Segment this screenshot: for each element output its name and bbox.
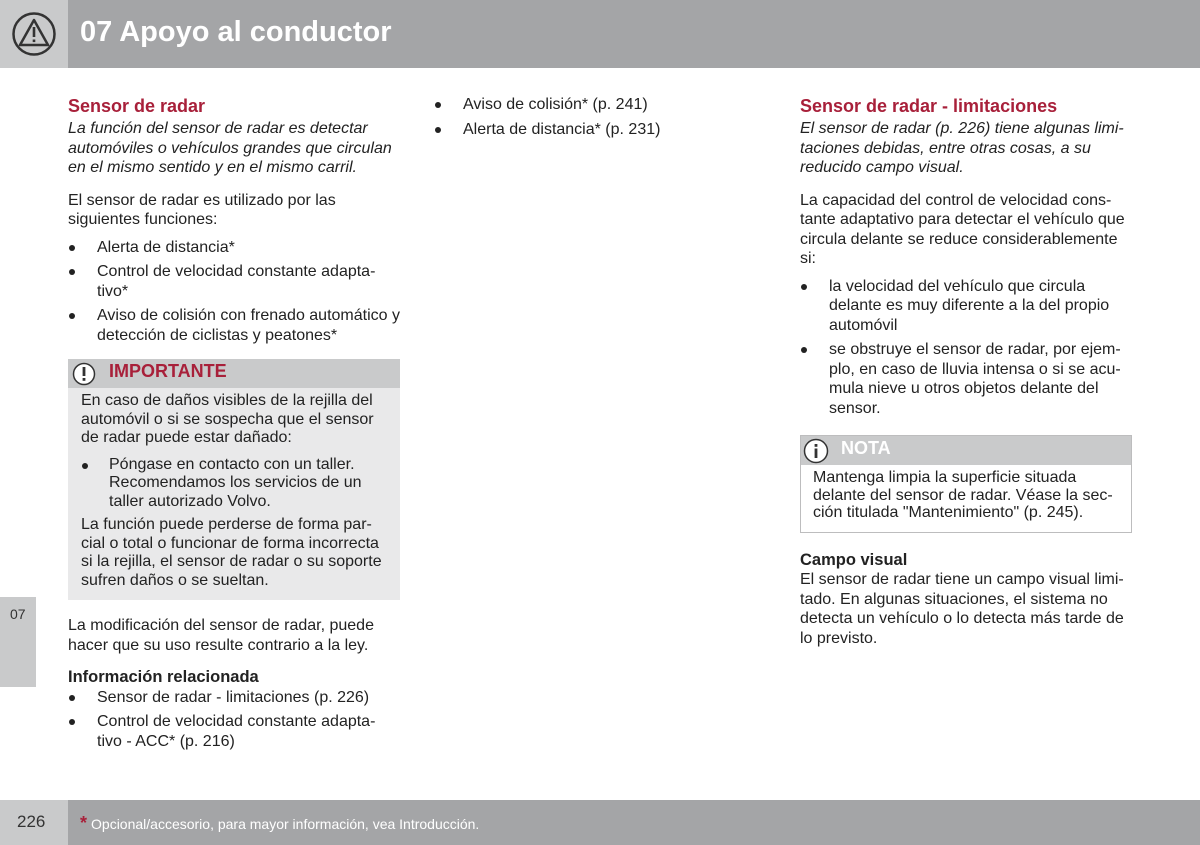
list-item-text: Aviso de colisión* (p. 241) xyxy=(463,96,648,113)
section-intro: La función del sensor de radar es detectar automóviles o vehículos grandes que circulan en el mismo sentido y en el mismo carril. xyxy=(68,120,392,176)
list-item xyxy=(800,340,1132,418)
list-item xyxy=(434,95,764,115)
page-number-box xyxy=(0,800,68,845)
related-info-list xyxy=(68,688,400,752)
list-item xyxy=(68,262,400,301)
limitations-list xyxy=(800,277,1132,419)
related-info-heading: Información relacionada xyxy=(68,668,259,686)
important-body xyxy=(68,388,400,600)
important-box xyxy=(68,359,400,600)
list-item xyxy=(800,277,1132,336)
list-item xyxy=(81,456,386,512)
info-icon xyxy=(803,438,829,464)
bullet-icon xyxy=(69,245,75,251)
warning-triangle-icon xyxy=(12,12,56,56)
bullet-icon xyxy=(69,719,75,725)
important-label: IMPORTANTE xyxy=(109,361,227,381)
bullet-icon xyxy=(801,284,807,290)
footer-note xyxy=(80,813,479,834)
list-item xyxy=(434,120,764,140)
list-item-text: Póngase en contacto con un taller. Recomendamos los servicios de un taller autorizado Volvo. xyxy=(109,455,362,510)
note-header xyxy=(801,436,1131,465)
list-item-text: Alerta de distancia* (p. 231) xyxy=(463,120,661,138)
header-icon-box xyxy=(0,0,68,68)
section-heading-radar-sensor: Sensor de radar xyxy=(68,96,206,116)
column-right xyxy=(800,95,1132,648)
section-intro: El sensor de radar (p. 226) tiene algunas limi-taciones debidas, entre otras cosas, a su reducido campo visual. xyxy=(800,120,1124,176)
note-label: NOTA xyxy=(841,438,891,458)
paragraph: El sensor de radar es utilizado por las siguientes funciones: xyxy=(68,191,336,228)
page-footer xyxy=(0,800,1200,845)
note-box xyxy=(800,435,1132,533)
page-number: 226 xyxy=(17,812,46,831)
list-item-text: Alerta de distancia* xyxy=(97,238,235,256)
bullet-icon xyxy=(801,347,807,353)
chapter-tab xyxy=(0,597,36,687)
related-link-text[interactable]: Sensor de radar - limitaciones (p. 226) xyxy=(97,688,370,706)
list-item xyxy=(68,238,400,258)
continued-list xyxy=(434,95,764,139)
list-item-text: Control de velocidad constante adapta-tivo* xyxy=(97,263,376,300)
paragraph: La capacidad del control de velocidad cons-tante adaptativo para detectar el vehículo que circula delante se reduce considerablemente si: xyxy=(800,191,1125,267)
list-item-text: se obstruye el sensor de radar, por ejem-plo, en caso de lluvia intensa o si se acu-mula nieve u otros objetos delante del sensor. xyxy=(829,341,1121,417)
bullet-icon xyxy=(69,695,75,701)
list-item xyxy=(68,306,400,345)
sub-heading-field-of-view: Campo visual xyxy=(800,550,908,569)
important-text: En caso de daños visibles de la rejilla del automóvil o si se sospecha que el sensor de radar puede estar dañado: xyxy=(81,392,374,446)
list-item-text: Aviso de colisión con frenado automático y detección de ciclistas y peatones* xyxy=(97,307,400,344)
column-left xyxy=(68,95,400,756)
important-header xyxy=(68,359,400,388)
functions-list xyxy=(68,238,400,346)
bullet-icon xyxy=(69,313,75,319)
list-item-text: la velocidad del vehículo que circula delante es muy diferente a la del propio automóvil xyxy=(829,277,1110,334)
bullet-icon xyxy=(69,269,75,275)
important-list xyxy=(81,456,386,512)
footer-note-text: Opcional/accesorio, para mayor información, vea Introducción. xyxy=(91,816,480,832)
chapter-tab-label: 07 xyxy=(10,606,26,622)
related-link-item[interactable] xyxy=(68,688,400,708)
section-heading-limitations: Sensor de radar - limitaciones xyxy=(800,96,1058,116)
related-link-text[interactable]: Control de velocidad constante adapta-tivo - ACC* (p. 216) xyxy=(97,713,376,750)
column-middle xyxy=(434,95,764,144)
important-text-2: La función puede perderse de forma par-cial o total o funcionar de forma incorrecta si la rejilla, el sensor de radar o su soporte sufren daños o se sueltan. xyxy=(81,516,382,589)
note-text: Mantenga limpia la superficie situada delante del sensor de radar. Véase la sec-ción titulada "Mantenimiento" (p. 245). xyxy=(813,469,1113,521)
paragraph: El sensor de radar tiene un campo visual limi-tado. En algunas situaciones, el sistema no detecta un vehículo o lo detecta más tarde de lo previsto. xyxy=(800,571,1124,647)
bullet-icon xyxy=(435,102,441,108)
related-link-item[interactable] xyxy=(68,712,400,751)
paragraph: La modificación del sensor de radar, puede hacer que su uso resulte contrario a la ley. xyxy=(68,617,374,654)
page-header xyxy=(0,0,1200,68)
important-exclamation-icon xyxy=(72,362,96,386)
bullet-icon xyxy=(435,127,441,133)
optional-star: * xyxy=(80,813,88,833)
bullet-icon xyxy=(82,463,88,469)
page-title: 07 Apoyo al conductor xyxy=(80,16,392,48)
